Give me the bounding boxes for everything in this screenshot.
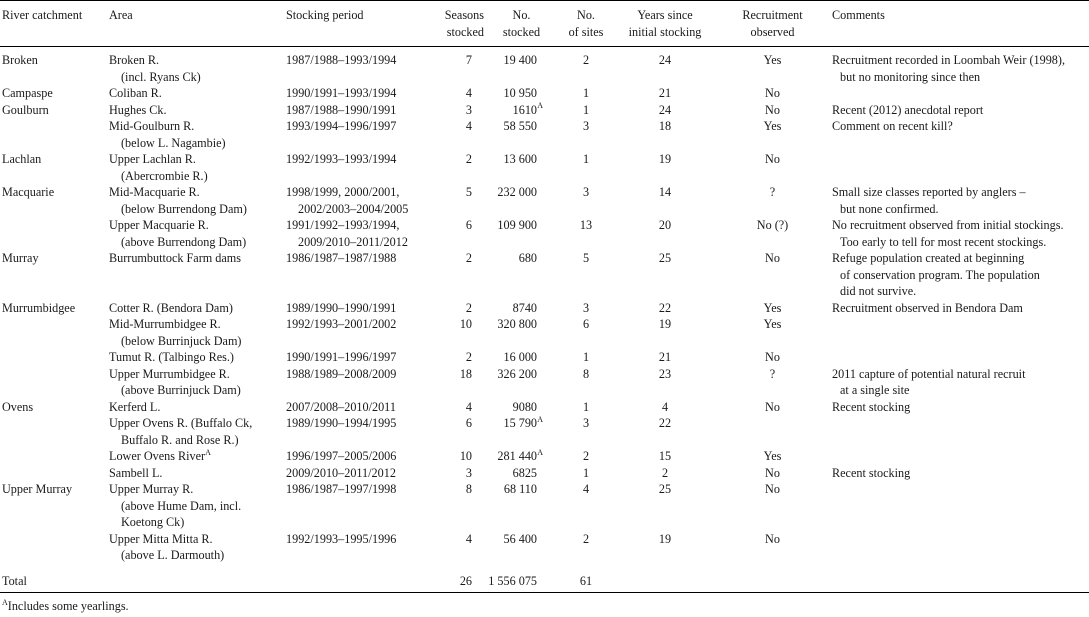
cell-area — [107, 217, 284, 250]
cell-catchment — [0, 349, 107, 366]
cell-sites: 8 — [582, 366, 590, 381]
cell-years: 20 — [658, 218, 672, 232]
stocked-value: 680 — [518, 251, 537, 265]
cell-sites: 5 — [582, 251, 590, 265]
table-body — [0, 47, 1089, 593]
line: but no monitoring since then — [840, 69, 981, 84]
cell-years: 14 — [658, 185, 672, 199]
cell-comments — [830, 118, 1089, 151]
cell-comments — [830, 399, 1089, 416]
line: 1989/1990–1994/1995 — [286, 416, 397, 430]
cell-stocked — [486, 399, 557, 416]
cell-sites: 3 — [582, 185, 590, 199]
cell-stocked: 15 $790^A$ — [503, 414, 543, 430]
line: 2009/2010–2011/2012 — [286, 465, 396, 480]
table-row — [0, 184, 1089, 217]
table-row — [0, 349, 1089, 366]
table-row — [0, 316, 1089, 349]
line: 2009/2010–2011/2012 — [298, 234, 408, 249]
table-row — [0, 481, 1089, 531]
cell-years: 19 — [658, 152, 672, 166]
cell-sites: 1 — [582, 152, 590, 166]
table-row — [0, 250, 1089, 300]
cell-sites: 3 — [582, 119, 590, 133]
cell-years: 21 — [658, 350, 672, 364]
line: Recent stocking — [832, 465, 911, 480]
cell-years: 15 — [658, 449, 672, 463]
cell-stocked — [486, 349, 557, 366]
footnote-text: Includes some yearlings. — [7, 599, 129, 613]
cell-catchment — [0, 217, 107, 250]
cell-period — [284, 465, 420, 482]
line: (below Burrinjuck Dam) — [121, 333, 242, 348]
cell-area — [107, 316, 284, 349]
line: 1990/1991–1993/1994 — [286, 86, 397, 100]
cell-sites: 1 — [582, 399, 590, 414]
table-row — [0, 47, 1089, 86]
cell-recruitment — [715, 415, 830, 448]
cell-sites: 2 — [582, 53, 590, 67]
header-area: Area — [109, 8, 133, 22]
table-row — [0, 465, 1089, 482]
line: Upper Ovens R. (Buffalo Ck, — [109, 416, 253, 430]
line: 1998/1999, 2000/2001, — [286, 185, 400, 199]
table-row — [0, 151, 1089, 184]
cell-catchment: Murrumbidgee — [2, 300, 76, 315]
cell-catchment — [0, 448, 107, 465]
cell-seasons: 2 — [465, 251, 472, 265]
table-row — [0, 531, 1089, 564]
line: Mid-Murrumbidgee R. — [109, 317, 221, 331]
line: Comment on recent kill? — [832, 119, 953, 133]
line: 2011 capture of potential natural recruit — [832, 366, 1026, 381]
stocked-value: 10 950 — [503, 86, 537, 100]
cell-recruitment: Yes — [763, 449, 782, 463]
cell-period — [284, 448, 420, 465]
line: Mid-Macquarie R. — [109, 185, 200, 199]
cell-recruitment: No — [765, 482, 780, 496]
cell-area — [107, 102, 284, 119]
cell-comments — [830, 184, 1089, 217]
cell-seasons: 5 — [465, 185, 472, 199]
line: 1996/1997–2005/2006 — [286, 449, 397, 463]
cell-comments — [830, 366, 1089, 399]
cell-recruitment: No — [765, 152, 780, 166]
cell-recruitment: No — [765, 531, 780, 546]
total-empty — [284, 564, 420, 593]
cell-period — [284, 47, 420, 86]
line: 1986/1987–1997/1998 — [286, 482, 397, 496]
cell-period — [284, 399, 420, 416]
cell-catchment: Lachlan — [2, 152, 42, 166]
header-row — [0, 1, 1089, 47]
cell-stocked — [486, 151, 557, 184]
line: Upper Lachlan R. — [109, 152, 196, 166]
line: of conservation program. The population — [840, 267, 1040, 282]
line: (below Burrendong Dam) — [121, 201, 247, 216]
cell-period — [284, 531, 420, 564]
line: Refuge population created at beginning — [832, 251, 1025, 265]
cell-comments — [830, 47, 1089, 86]
cell-years: 21 — [658, 86, 672, 100]
line: (above L. Darmouth) — [121, 548, 225, 562]
stocked-value: 320 800 — [497, 317, 537, 331]
cell-stocked — [486, 118, 557, 151]
cell-recruitment: Yes — [763, 53, 782, 67]
line: but none confirmed. — [840, 201, 939, 216]
line: (incl. Ryans Ck) — [121, 69, 201, 84]
cell-years: 19 — [658, 531, 672, 546]
cell-recruitment: No — [765, 350, 780, 364]
cell-period — [284, 102, 420, 119]
cell-recruitment: No — [765, 465, 780, 480]
cell-area — [107, 531, 284, 564]
cell-comments — [830, 217, 1089, 250]
cell-period — [284, 481, 420, 531]
table-row — [0, 102, 1089, 119]
cell-sites: 3 — [582, 300, 590, 315]
line: (above Burrendong Dam) — [121, 234, 247, 249]
cell-area — [107, 481, 284, 531]
cell-years: 18 — [658, 119, 672, 133]
total-empty — [615, 564, 715, 593]
cell-period — [284, 250, 420, 300]
cell-years: 2 — [661, 465, 669, 480]
cell-seasons: 6 — [465, 416, 472, 430]
cell-years: 25 — [658, 482, 672, 496]
table-row — [0, 300, 1089, 317]
cell-stocked — [486, 465, 557, 482]
cell-period — [284, 217, 420, 250]
line: Small size classes reported by anglers – — [832, 185, 1026, 199]
cell-catchment — [0, 415, 107, 448]
cell-comments — [830, 448, 1089, 465]
cell-catchment: Upper Murray — [2, 482, 73, 496]
line: Tumut R. (Talbingo Res.) — [109, 350, 234, 364]
cell-sites: 4 — [582, 482, 590, 496]
cell-seasons: 4 — [465, 86, 472, 100]
cell-recruitment: ? — [769, 366, 776, 381]
header-recruitment: Recruitment observed — [742, 8, 803, 39]
cell-area — [107, 448, 284, 465]
stocked-value: 8740 — [512, 300, 537, 315]
header-sites: No. of sites — [568, 8, 604, 39]
stocked-value: 19 400 — [503, 53, 537, 67]
stocked-value: 16 000 — [503, 350, 537, 364]
stocked-value: 68 110 — [503, 482, 537, 496]
line: 1992/1993–2001/2002 — [286, 317, 397, 331]
total-sites: 61 — [579, 573, 593, 588]
cell-seasons: 2 — [465, 152, 472, 166]
header-period: Stocking period — [286, 8, 364, 22]
stocked-value: 9080 — [512, 399, 537, 414]
header-stocked: No. stocked — [502, 8, 541, 39]
cell-recruitment: ? — [769, 185, 776, 199]
cell-area — [107, 47, 284, 86]
cell-period — [284, 300, 420, 317]
cell-seasons: 4 — [465, 119, 472, 133]
cell-catchment: Broken — [2, 53, 38, 67]
cell-comments — [830, 102, 1089, 119]
cell-catchment — [0, 531, 107, 564]
cell-recruitment: No — [765, 399, 780, 414]
line: 2002/2003–2004/2005 — [298, 201, 409, 216]
cell-period — [284, 366, 420, 399]
cell-comments — [830, 415, 1089, 448]
table-row — [0, 448, 1089, 465]
line: Hughes Ck. — [109, 102, 167, 117]
cell-area — [107, 415, 284, 448]
cell-sites: 1 — [582, 86, 590, 100]
cell-years: 22 — [658, 416, 672, 430]
cell-stocked — [486, 481, 557, 531]
line: Buffalo R. and Rose R.) — [121, 432, 239, 447]
cell-comments — [830, 316, 1089, 349]
cell-recruitment: No — [765, 86, 780, 100]
cell-area — [107, 399, 284, 416]
header-catchment: River catchment — [2, 8, 83, 22]
line: Upper Mitta Mitta R. — [109, 531, 213, 546]
cell-catchment: Goulburn — [2, 102, 49, 117]
cell-recruitment: Yes — [763, 317, 782, 331]
line: Upper Murrumbidgee R. — [109, 366, 230, 381]
cell-stocked — [486, 250, 557, 300]
cell-catchment — [0, 465, 107, 482]
cell-sites: 13 — [579, 218, 593, 232]
total-row — [0, 564, 1089, 593]
cell-catchment: Campaspe — [2, 86, 53, 100]
table-row — [0, 85, 1089, 102]
line: 1988/1989–2008/2009 — [286, 366, 397, 381]
cell-recruitment: No (?) — [756, 218, 789, 232]
cell-stocked — [486, 531, 557, 564]
cell-catchment: Ovens — [2, 399, 34, 414]
cell-sites: 2 — [582, 531, 590, 546]
cell-comments — [830, 151, 1089, 184]
cell-period — [284, 151, 420, 184]
line: (below L. Nagambie) — [121, 135, 226, 150]
cell-area — [107, 465, 284, 482]
table-row — [0, 118, 1089, 151]
cell-stocked: 281 $440^A$ — [497, 447, 543, 463]
total-empty — [830, 564, 1089, 593]
cell-sites: 1 — [582, 102, 590, 117]
cell-stocked — [486, 366, 557, 399]
total-label: Total — [2, 573, 27, 588]
cell-stocked — [486, 217, 557, 250]
total-seasons: 26 — [459, 573, 472, 588]
cell-catchment: Murray — [2, 251, 39, 265]
cell-comments — [830, 465, 1089, 482]
cell-period — [284, 118, 420, 151]
cell-area — [107, 118, 284, 151]
footnote — [2, 598, 129, 615]
stocked-value: 232 000 — [497, 185, 537, 199]
line: Koetong Ck) — [121, 515, 185, 529]
line: Recent stocking — [832, 399, 911, 414]
cell-sites: 1 — [582, 350, 590, 364]
cell-comments — [830, 531, 1089, 564]
line: 1992/1993–1993/1994 — [286, 152, 397, 166]
line: Upper Murray R. — [109, 482, 194, 496]
cell-seasons: 10 — [459, 317, 472, 331]
cell-comments — [830, 300, 1089, 317]
cell-sites: 3 — [582, 416, 590, 430]
line: Lower Ovens River — [109, 449, 206, 463]
cell-period — [284, 415, 420, 448]
line: Cotter R. (Bendora Dam) — [109, 300, 233, 315]
table-row — [0, 217, 1089, 250]
cell-stocked — [486, 184, 557, 217]
line: Upper Macquarie R. — [109, 218, 209, 232]
cell-area — [107, 250, 284, 300]
line: 1993/1994–1996/1997 — [286, 119, 397, 133]
line: (Abercrombie R.) — [121, 168, 208, 183]
cell-seasons: 2 — [465, 300, 472, 315]
line: 2007/2008–2010/2011 — [286, 399, 396, 414]
footnote-ref: A — [205, 447, 211, 457]
line: (above Burrinjuck Dam) — [121, 383, 241, 397]
line: Coliban R. — [109, 86, 162, 100]
line: did not survive. — [840, 284, 917, 298]
cell-recruitment: No — [765, 102, 780, 117]
line: Kerferd L. — [109, 399, 161, 414]
line: Recruitment observed in Bendora Dam — [832, 300, 1023, 315]
line: Mid-Goulburn R. — [109, 119, 195, 133]
cell-area — [107, 151, 284, 184]
cell-seasons: 4 — [465, 399, 472, 414]
cell-stocked — [486, 85, 557, 102]
line: 1992/1993–1995/1996 — [286, 531, 397, 546]
cell-seasons: 6 — [465, 218, 472, 232]
cell-years: 22 — [658, 300, 672, 315]
line: 1986/1987–1987/1988 — [286, 251, 397, 265]
stocked-value: 281 440 — [497, 449, 537, 463]
table-row — [0, 399, 1089, 416]
header-years: Years since initial stocking — [628, 8, 702, 39]
line: Sambell L. — [109, 465, 163, 480]
total-stocked: 1 556 075 — [488, 573, 537, 588]
line: Broken R. — [109, 53, 160, 67]
cell-years: 24 — [658, 53, 672, 67]
cell-seasons: 3 — [465, 102, 472, 117]
cell-seasons: 2 — [465, 350, 472, 364]
cell-stocked: $1610^A$ — [512, 101, 543, 117]
cell-comments — [830, 481, 1089, 531]
cell-seasons: 10 — [459, 449, 472, 463]
line: Too early to tell for most recent stockings. — [840, 234, 1047, 249]
cell-period — [284, 85, 420, 102]
total-empty — [107, 564, 284, 593]
cell-period — [284, 316, 420, 349]
cell-period — [284, 349, 420, 366]
cell-stocked — [486, 47, 557, 86]
cell-seasons: 7 — [465, 53, 472, 67]
line: Burrumbuttock Farm dams — [109, 251, 242, 265]
cell-catchment — [0, 118, 107, 151]
cell-years: 24 — [658, 102, 672, 117]
line: Recruitment recorded in Loombah Weir (1998), — [832, 53, 1065, 67]
cell-recruitment: No — [765, 251, 780, 265]
cell-stocked — [486, 300, 557, 317]
footnote-mark: A — [2, 597, 8, 607]
cell-area — [107, 300, 284, 317]
cell-period — [284, 184, 420, 217]
stocked-value: 326 200 — [497, 366, 537, 381]
cell-years: 4 — [661, 399, 669, 414]
stocked-value: 6825 — [512, 465, 537, 480]
cell-comments — [830, 250, 1089, 300]
cell-years: 23 — [658, 366, 672, 381]
stocked-value: 13 600 — [503, 152, 537, 166]
total-empty — [715, 564, 830, 593]
line: 1987/1988–1990/1991 — [286, 102, 397, 117]
header-seasons: Seasons stocked — [444, 8, 484, 39]
cell-seasons: 18 — [459, 366, 472, 381]
line: No recruitment observed from initial stockings. — [832, 218, 1064, 232]
cell-catchment — [0, 366, 107, 399]
cell-recruitment: Yes — [763, 300, 782, 315]
cell-area — [107, 366, 284, 399]
table-row — [0, 415, 1089, 448]
stocked-value: 15 790 — [503, 416, 537, 430]
stocked-value: 1610 — [512, 102, 537, 117]
stocked-value: 58 550 — [503, 119, 537, 133]
cell-area — [107, 349, 284, 366]
header-comments: Comments — [832, 8, 885, 22]
cell-catchment — [0, 316, 107, 349]
cell-seasons: 8 — [465, 482, 472, 496]
cell-years: 19 — [658, 317, 672, 331]
cell-comments — [830, 349, 1089, 366]
line: at a single site — [840, 383, 910, 397]
cell-catchment: Macquarie — [2, 185, 55, 199]
cell-recruitment: Yes — [763, 119, 782, 133]
cell-seasons: 3 — [465, 465, 472, 480]
stocked-value: 56 400 — [503, 531, 537, 546]
stocked-value: 109 900 — [497, 218, 537, 232]
line: 1989/1990–1990/1991 — [286, 300, 397, 315]
cell-stocked — [486, 316, 557, 349]
cell-years: 25 — [658, 251, 672, 265]
cell-comments — [830, 85, 1089, 102]
cell-area — [107, 184, 284, 217]
line: (above Hume Dam, incl. — [121, 498, 242, 513]
line: Recent (2012) anecdotal report — [832, 102, 984, 117]
cell-sites: 1 — [582, 465, 590, 480]
line: 1991/1992–1993/1994, — [286, 218, 400, 232]
cell-seasons: 4 — [465, 531, 472, 546]
cell-sites: 2 — [582, 449, 590, 463]
line: 1990/1991–1996/1997 — [286, 350, 397, 364]
cell-area — [107, 85, 284, 102]
table-row — [0, 366, 1089, 399]
cell-sites: 6 — [582, 317, 590, 331]
line: 1987/1988–1993/1994 — [286, 53, 397, 67]
